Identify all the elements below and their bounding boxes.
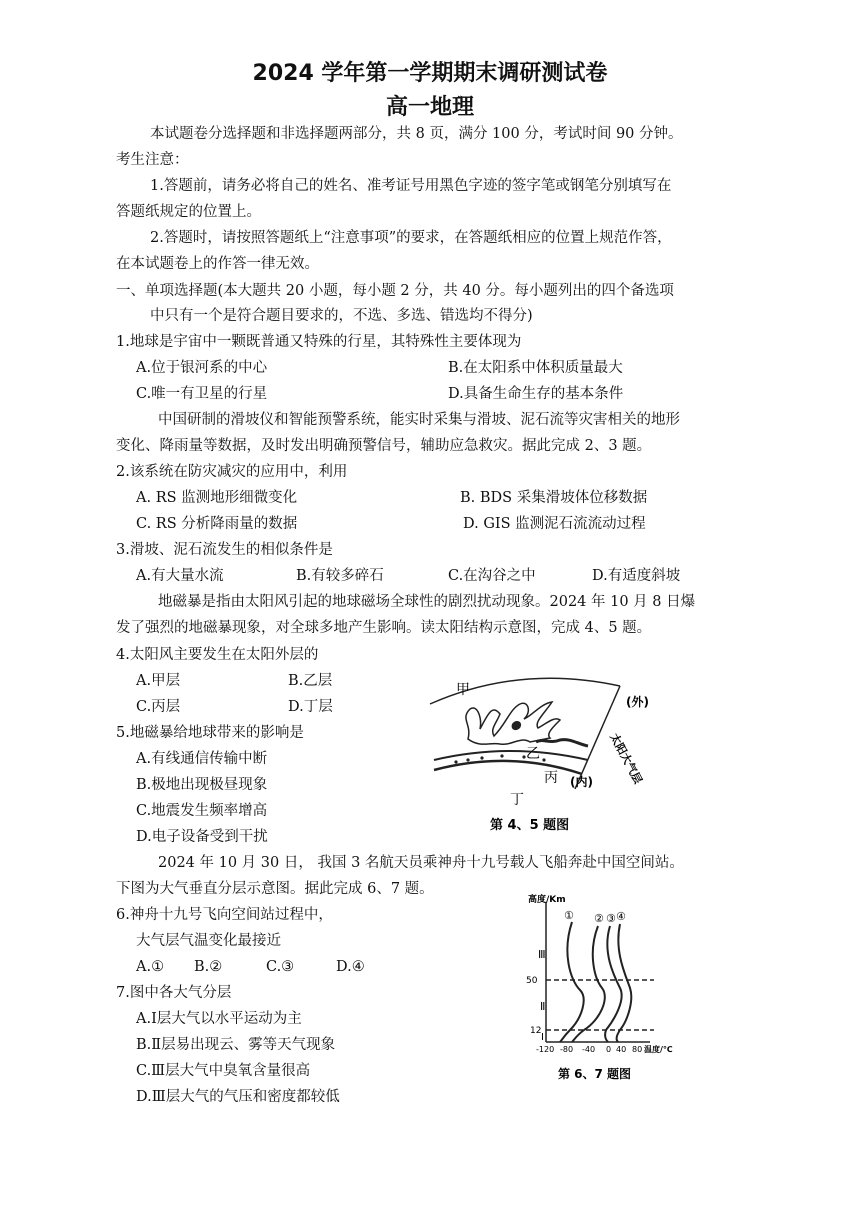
x-tick: 40	[616, 1045, 627, 1054]
q5-option-d: D.电子设备受到干扰	[136, 829, 268, 845]
q6-option-d: D.④	[336, 959, 365, 975]
temperature-curve-2	[572, 926, 605, 1042]
curve-label-4: ④	[616, 910, 626, 923]
temperature-curve-1	[560, 922, 584, 1042]
granule-dot	[542, 758, 545, 761]
label-outer: (外)	[626, 695, 649, 709]
label-atmosphere: 太阳大气层	[607, 731, 645, 786]
chromosphere-arc	[434, 751, 588, 760]
q1-stem: 1.地球是宇宙中一颗既普通又特殊的行星，其特殊性主要体现为	[116, 334, 522, 350]
notice-2a: 2.答题时，请按照答题纸上“注意事项”的要求，在答题纸相应的位置上规范作答，	[150, 230, 672, 246]
prominence-detail	[512, 721, 521, 730]
curve-label-3: ③	[606, 912, 616, 925]
layer-label-2: Ⅱ	[540, 1000, 546, 1013]
q3-option-a: A.有大量水流	[136, 568, 224, 584]
passage-45-line2: 发了强烈的地磁暴现象，对全球多地产生影响。读太阳结构示意图，完成 4、5 题。	[116, 620, 652, 636]
q2-option-a: A. RS 监测地形细微变化	[136, 490, 298, 506]
q1-option-a: A.位于银河系的中心	[136, 360, 268, 376]
notice-title: 考生注意：	[116, 152, 189, 168]
atmosphere-layers-figure	[510, 892, 690, 1088]
label-inner: (内)	[570, 775, 593, 789]
q5-option-a: A.有线通信传输中断	[136, 751, 268, 767]
q1-option-d: D.具备生命生存的基本条件	[448, 386, 624, 402]
x-tick: -40	[582, 1045, 596, 1054]
q3-option-b: B.有较多碎石	[296, 568, 384, 584]
y-tick-12: 12	[530, 1026, 542, 1036]
passage-45-line1: 地磁暴是指由太阳风引起的地球磁场全球性的剧烈扰动现象。2024 年 10 月 8 日爆	[158, 594, 696, 610]
figure-45-caption: 第 4、5 题图	[490, 818, 570, 833]
q5-stem: 5.地磁暴给地球带来的影响是	[116, 725, 304, 741]
q7-option-d: D.Ⅲ层大气的气压和密度都较低	[136, 1089, 340, 1105]
section-heading-cont: 中只有一个是符合题目要求的，不选、多选、错选均不得分)	[150, 308, 533, 324]
q4-option-a: A.甲层	[136, 673, 181, 689]
q1-option-b: B.在太阳系中体积质量最大	[448, 360, 623, 376]
y-axis-label: 高度/Km	[528, 895, 566, 905]
q6-stem: 6.神舟十九号飞向空间站过程中，	[116, 907, 333, 923]
label-ding: 丁	[510, 792, 524, 808]
q5-option-b: B.极地出现极昼现象	[136, 777, 268, 793]
notice-1b: 答题纸规定的位置上。	[116, 204, 261, 220]
q7-option-a: A.Ⅰ层大气以水平运动为主	[136, 1011, 302, 1027]
q4-option-b: B.乙层	[288, 673, 333, 689]
granule-dot	[500, 754, 503, 757]
intro-line: 本试题卷分选择题和非选择题两部分，共 8 页，满分 100 分，考试时间 90 分钟。	[150, 126, 683, 142]
q2-option-d: D. GIS 监测泥石流流动过程	[463, 516, 646, 532]
x-tick: -80	[560, 1045, 574, 1054]
label-jia: 甲	[456, 682, 470, 698]
q1-option-c: C.唯一有卫星的行星	[136, 386, 268, 402]
q7-option-c: C.Ⅲ层大气中臭氧含量很高	[136, 1063, 311, 1079]
x-axis-label: 温度/℃	[644, 1045, 673, 1054]
figure-67-caption: 第 6、7 题图	[558, 1067, 632, 1081]
granule-dot	[480, 756, 483, 759]
passage-67-line2: 下图为大气垂直分层示意图。据此完成 6、7 题。	[116, 881, 434, 897]
q3-option-c: C.在沟谷之中	[448, 568, 536, 584]
exam-title: 2024 学年第一学期期末调研测试卷	[252, 61, 608, 86]
q5-option-c: C.地震发生频率增高	[136, 803, 268, 819]
q2-stem: 2.该系统在防灾减灾的应用中，利用	[116, 464, 348, 480]
q7-option-b: B.Ⅱ层易出现云、雾等天气现象	[136, 1037, 336, 1053]
notice-1a: 1.答题前，请务必将自己的姓名、准考证号用黑色字迹的签字笔或钢笔分别填写在	[150, 178, 672, 194]
q2-option-b: B. BDS 采集滑坡体位移数据	[460, 490, 648, 506]
passage-23-line1: 中国研制的滑坡仪和智能预警系统，能实时采集与滑坡、泥石流等灾害相关的地形	[158, 412, 680, 428]
q2-option-c: C. RS 分析降雨量的数据	[136, 516, 298, 532]
label-yi: 乙	[526, 746, 540, 762]
curve-label-1: ①	[564, 909, 574, 922]
q4-option-d: D.丁层	[288, 699, 333, 715]
temperature-curve-4	[617, 924, 632, 1042]
q6-stem-cont: 大气层气温变化最接近	[136, 933, 281, 949]
passage-23-line2: 变化、降雨量等数据，及时发出明确预警信号，辅助应急救灾。据此完成 2、3 题。	[116, 438, 652, 454]
x-tick: 0	[606, 1045, 612, 1054]
granule-dot	[454, 760, 457, 763]
passage-67-line1: 2024 年 10 月 30 日， 我国 3 名航天员乘神舟十九号载人飞船奔赴中国空间站。	[158, 855, 684, 871]
curve-label-2: ②	[594, 912, 604, 925]
section-heading: 一、单项选择题(本大题共 20 小题，每小题 2 分，共 40 分。每小题列出的四个备选项	[116, 283, 674, 299]
notice-2b: 在本试题卷上的作答一律无效。	[116, 256, 319, 272]
q6-option-b: B.②	[194, 959, 223, 975]
q7-stem: 7.图中各大气分层	[116, 985, 232, 1001]
q3-stem: 3.滑坡、泥石流发生的相似条件是	[116, 542, 333, 558]
sun-structure-figure	[420, 664, 680, 838]
q4-option-c: C.丙层	[136, 699, 181, 715]
granule-dot	[466, 758, 469, 761]
q6-option-a: A.①	[136, 959, 165, 975]
x-tick: -120	[536, 1045, 555, 1054]
layer-label-3: Ⅲ	[538, 948, 546, 961]
exam-subject: 高一地理	[385, 95, 474, 120]
q6-option-c: C.③	[266, 959, 295, 975]
y-tick-50: 50	[526, 976, 538, 986]
label-bing: 丙	[544, 770, 558, 786]
layer-label-1: Ⅰ	[541, 1032, 544, 1043]
x-tick: 80	[632, 1045, 643, 1054]
flare-streak	[536, 740, 588, 746]
q4-stem: 4.太阳风主要发生在太阳外层的	[116, 647, 319, 663]
q3-option-d: D.有适度斜坡	[592, 568, 681, 584]
